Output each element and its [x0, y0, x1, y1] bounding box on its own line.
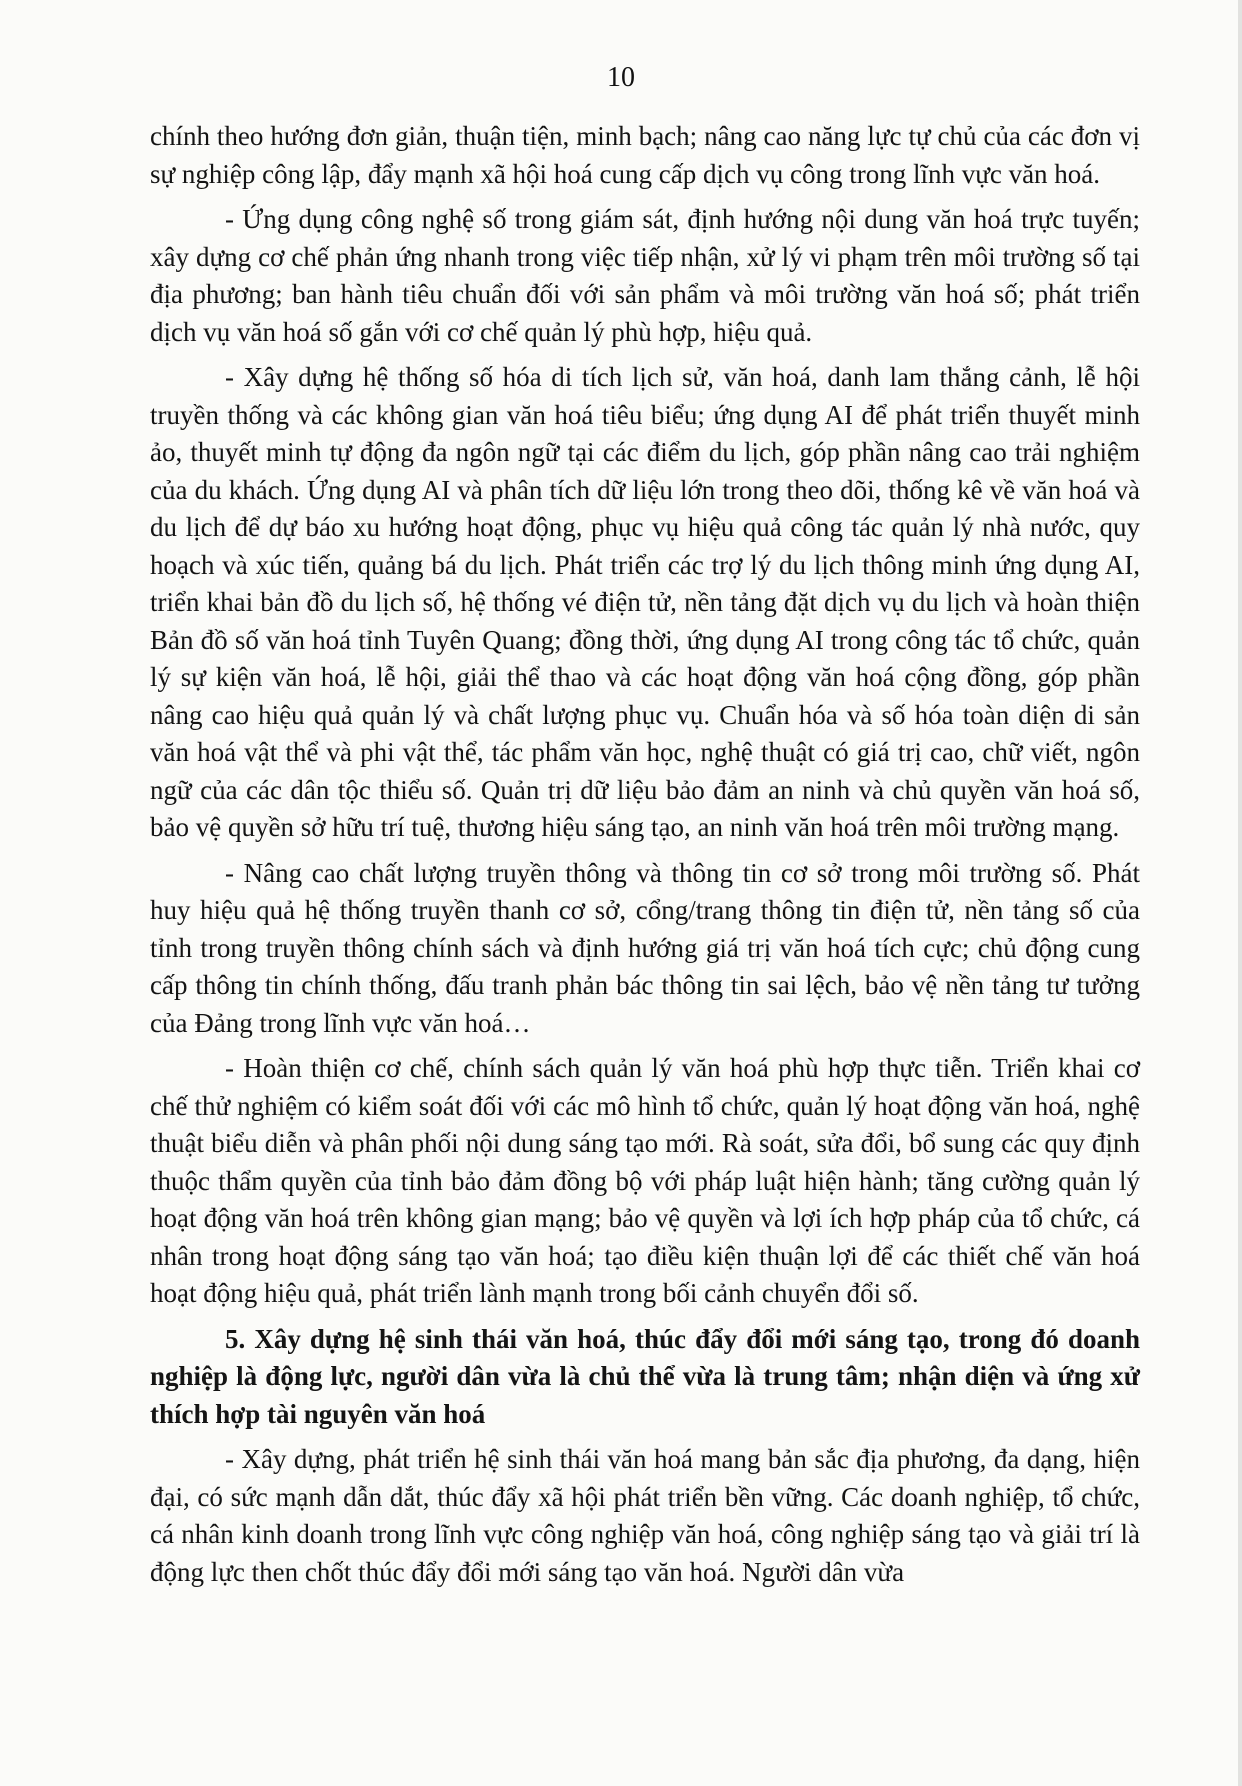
paragraph-ecosystem: - Xây dựng, phát triển hệ sinh thái văn hoá mang bản sắc địa phương, đa dạng, hiện đại, có sức mạnh dẫn dắt, thúc đẩy xã hội phát triển bền vững. Các doanh nghiệp, tổ chức, cá nhân kinh doanh trong lĩnh vực công nghiệp văn hoá, công nghiệp sáng tạo và giải trí là động lực then chốt thúc đẩy đổi mới sáng tạo văn hoá. Người dân vừa: [150, 1444, 1140, 1587]
paragraph-digital-monitoring: - Ứng dụng công nghệ số trong giám sát, định hướng nội dung văn hoá trực tuyến; xây dựng cơ chế phản ứng nhanh trong việc tiếp nhận, xử lý vi phạm trên môi trường số tại địa phương; ban hành tiêu chuẩn đối với sản phẩm và môi trường văn hoá số; phát triển dịch vụ văn hoá số gắn với cơ chế quản lý phù hợp, hiệu quả.: [150, 204, 1140, 347]
page-number: 10: [607, 62, 635, 93]
section-heading-5: 5. Xây dựng hệ sinh thái văn hoá, thúc đẩy đổi mới sáng tạo, trong đó doanh nghiệp là động lực, người dân vừa là chủ thể vừa là trung tâm; nhận diện và ứng xử thích hợp tài nguyên văn hoá: [150, 1323, 1140, 1429]
paragraph-digitization-heritage: - Xây dựng hệ thống số hóa di tích lịch sử, văn hoá, danh lam thắng cảnh, lễ hội truyền thống và các không gian văn hoá tiêu biểu; ứng dụng AI để phát triển thuyết minh ảo, thuyết minh tự động đa ngôn ngữ tại các điểm du lịch, góp phần nâng cao trải nghiệm của du khách. Ứng dụng AI và phân tích dữ liệu lớn trong theo dõi, thống kê về văn hoá và du lịch để dự báo xu hướng hoạt động, phục vụ hiệu quả công tác quản lý nhà nước, quy hoạch và xúc tiến, quảng bá du lịch. Phát triển các trợ lý du lịch thông minh ứng dụng AI, triển khai bản đồ du lịch số, hệ thống vé điện tử, nền tảng đặt dịch vụ du lịch và hoàn thiện Bản đồ số văn hoá tỉnh Tuyên Quang; đồng thời, ứng dụng AI trong công tác tổ chức, quản lý sự kiện văn hoá, lễ hội, giải thể thao và các hoạt động văn hoá cộng đồng, góp phần nâng cao hiệu quả quản lý và chất lượng phục vụ. Chuẩn hóa và số hóa toàn diện di sản văn hoá vật thể và phi vật thể, tác phẩm văn học, nghệ thuật có giá trị cao, chữ viết, ngôn ngữ của các dân tộc thiểu số. Quản trị dữ liệu bảo đảm an ninh và chủ quyền văn hoá số, bảo vệ quyền sở hữu trí tuệ, thương hiệu sáng tạo, an ninh văn hoá trên môi trường mạng.: [150, 362, 1140, 842]
document-body: [150, 118, 1140, 1599]
paragraph-policy: - Hoàn thiện cơ chế, chính sách quản lý văn hoá phù hợp thực tiễn. Triển khai cơ chế thử nghiệm có kiểm soát đối với các mô hình tổ chức, quản lý hoạt động văn hoá, nghệ thuật biểu diễn và phân phối nội dung sáng tạo mới. Rà soát, sửa đổi, bổ sung các quy định thuộc thẩm quyền của tỉnh bảo đảm đồng bộ với pháp luật hiện hành; tăng cường quản lý hoạt động văn hoá trên không gian mạng; bảo vệ quyền và lợi ích hợp pháp của tổ chức, cá nhân trong hoạt động sáng tạo văn hoá; tạo điều kiện thuận lợi để các thiết chế văn hoá hoạt động hiệu quả, phát triển lành mạnh trong bối cảnh chuyển đổi số.: [150, 1053, 1140, 1308]
paragraph-continuation: chính theo hướng đơn giản, thuận tiện, minh bạch; nâng cao năng lực tự chủ của các đơn vị sự nghiệp công lập, đẩy mạnh xã hội hoá cung cấp dịch vụ công trong lĩnh vực văn hoá.: [150, 121, 1140, 189]
paragraph-communication: - Nâng cao chất lượng truyền thông và thông tin cơ sở trong môi trường số. Phát huy hiệu quả hệ thống truyền thanh cơ sở, cổng/trang thông tin điện tử, nền tảng số của tỉnh trong truyền thông chính sách và định hướng giá trị văn hoá tích cực; chủ động cung cấp thông tin chính thống, đấu tranh phản bác thông tin sai lệch, bảo vệ nền tảng tư tưởng của Đảng trong lĩnh vực văn hoá…: [150, 857, 1140, 1038]
